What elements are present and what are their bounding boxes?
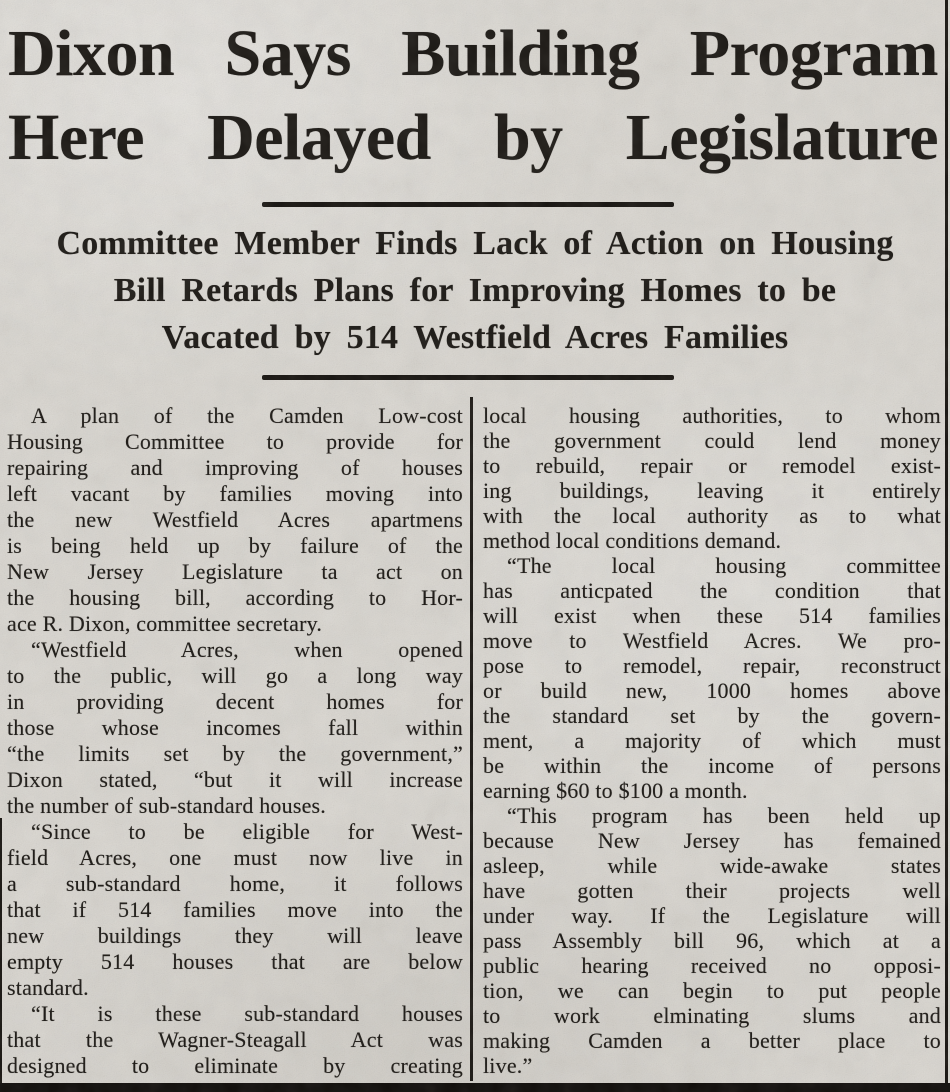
body-line: in providing decent homes for — [7, 689, 463, 714]
body-line: pose to remodel, repair, reconstruct — [483, 653, 941, 678]
body-line: “Westfield Acres, when opened — [31, 637, 463, 662]
body-line: earning $60 to $100 a month. — [483, 778, 748, 803]
body-line: “Since to be eligible for West- — [31, 819, 463, 844]
body-line: field Acres, one must now live in — [7, 845, 463, 870]
headline — [8, 12, 938, 180]
article-column-left — [7, 403, 463, 1079]
body-line: empty 514 houses that are below — [7, 949, 463, 974]
body-line: or build new, 1000 homes above — [483, 678, 941, 703]
body-line: local housing authorities, to whom — [483, 403, 941, 428]
body-line: New Jersey Legislature ta act on — [7, 559, 463, 584]
body-line: to rebuild, repair or remodel exist- — [483, 453, 941, 478]
body-line: a sub-standard home, it follows — [7, 871, 463, 896]
body-line: has anticpated the condition that — [483, 578, 941, 603]
body-line: is being held up by failure of the — [7, 533, 463, 558]
body-line: have gotten their projects well — [483, 878, 941, 903]
body-line: “the limits set by the government,” — [7, 741, 463, 766]
body-line: “It is these sub-standard houses — [31, 1001, 463, 1026]
divider-rule-bottom — [262, 375, 674, 380]
body-line: A plan of the Camden Low-cost — [31, 403, 463, 428]
body-line: pass Assembly bill 96, which at a — [483, 928, 941, 953]
body-line: those whose incomes fall within — [7, 715, 463, 740]
body-line: tion, we can begin to put people — [483, 978, 941, 1003]
body-line: that if 514 families move into the — [7, 897, 463, 922]
body-line: that the Wagner-Steagall Act was — [7, 1027, 463, 1052]
body-line: the number of sub-standard houses. — [7, 793, 327, 818]
body-line: “This program has been held up — [507, 803, 941, 828]
body-line: ment, a majority of which must — [483, 728, 941, 753]
clipping-edge-right — [945, 0, 948, 1092]
body-line: the housing bill, according to Hor- — [7, 585, 463, 610]
subheadline-line: Bill Retards Plans for Improving Homes to be — [113, 272, 837, 309]
body-line: with the local authority as to what — [483, 503, 941, 528]
body-line: repairing and improving of houses — [7, 455, 463, 480]
body-line: ace R. Dixon, committee secretary. — [7, 611, 323, 636]
body-line: will exist when these 514 families — [483, 603, 941, 628]
body-line: making Camden a better place to — [483, 1028, 941, 1053]
body-line: standard. — [7, 975, 89, 1000]
divider-rule-top — [262, 202, 674, 207]
body-line: under way. If the Legislature will — [483, 903, 941, 928]
subheadline — [8, 220, 942, 361]
subheadline-line: Committee Member Finds Lack of Action on Housing — [56, 225, 894, 262]
body-line: ing buildings, leaving it entirely — [483, 478, 941, 503]
body-line: the new Westfield Acres apartmens — [7, 507, 463, 532]
article-column-right — [483, 403, 941, 1078]
body-line: the government could lend money — [483, 428, 941, 453]
headline-line: Here Delayed by Legislature — [8, 101, 938, 174]
body-line: move to Westfield Acres. We pro- — [483, 628, 941, 653]
body-line: asleep, while wide-awake states — [483, 853, 941, 878]
clipping-edge-bottom — [0, 1083, 950, 1092]
body-line: to work elminating slums and — [483, 1003, 941, 1028]
body-line: because New Jersey has femained — [483, 828, 941, 853]
body-line: Dixon stated, “but it will increase — [7, 767, 463, 792]
body-line: be within the income of persons — [483, 753, 941, 778]
body-line: “The local housing committee — [507, 553, 941, 578]
clipping-edge-left — [0, 818, 2, 1092]
body-line: live.” — [483, 1053, 533, 1078]
headline-line: Dixon Says Building Program — [8, 17, 938, 90]
body-line: designed to eliminate by creating — [7, 1053, 463, 1078]
body-line: to the public, will go a long way — [7, 663, 463, 688]
subheadline-line: Vacated by 514 Westfield Acres Families — [161, 319, 789, 356]
body-line: the standard set by the govern- — [483, 703, 941, 728]
body-line: left vacant by families moving into — [7, 481, 463, 506]
body-line: public hearing received no opposi- — [483, 953, 941, 978]
column-divider-rule — [470, 397, 473, 1081]
body-line: new buildings they will leave — [7, 923, 463, 948]
body-line: method local conditions demand. — [483, 528, 782, 553]
body-line: Housing Committee to provide for — [7, 429, 463, 454]
